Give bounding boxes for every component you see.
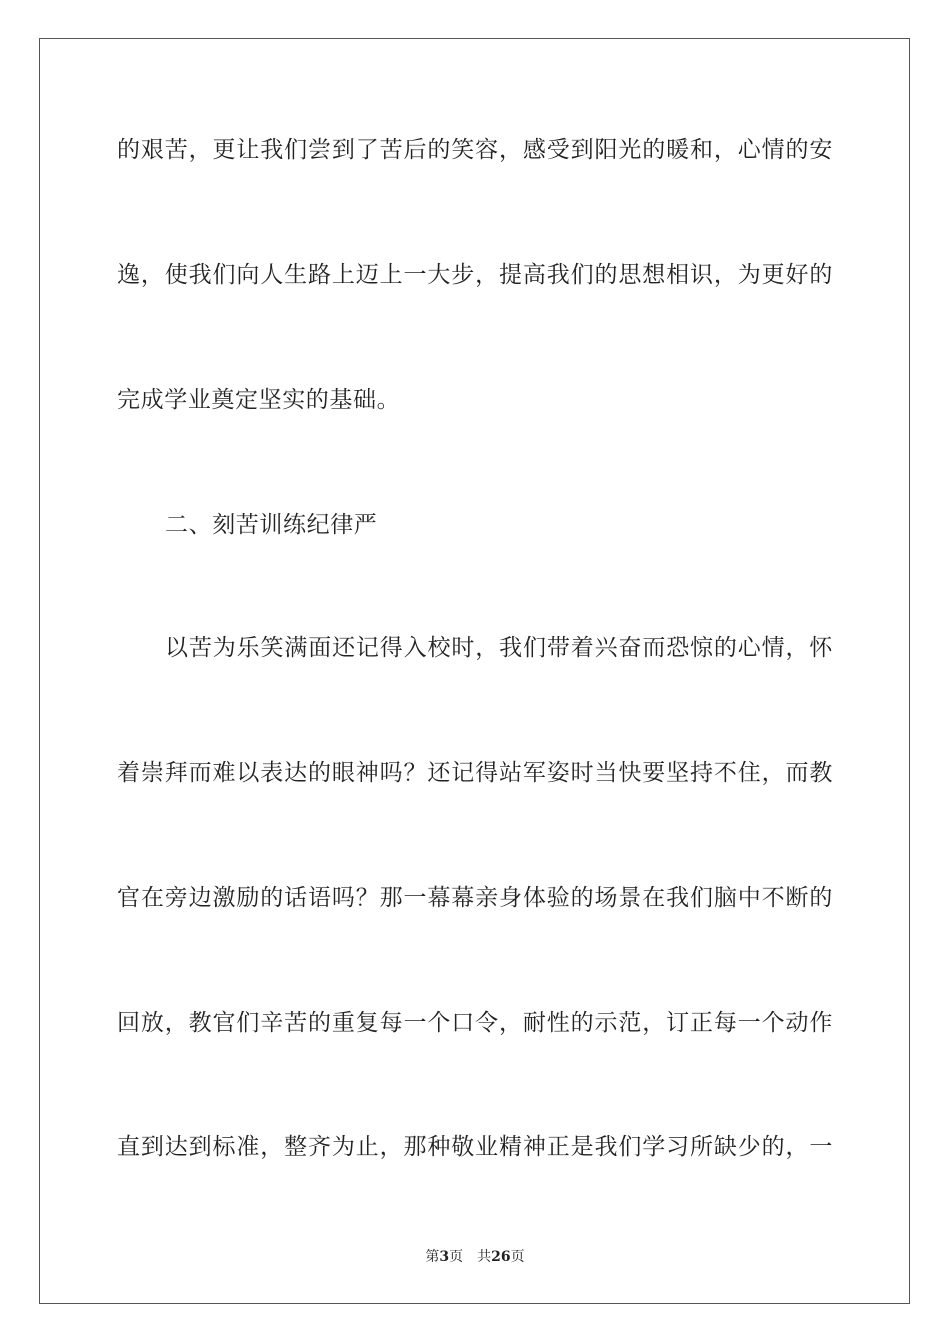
- body-line-7: 官在旁边激励的话语吗？那一幕幕亲身体验的场景在我们脑中不断的: [117, 885, 833, 911]
- body-line-5: 以苦为乐笑满面还记得入校时，我们带着兴奋而恐惊的心情，怀: [165, 635, 833, 661]
- footer-page-prefix: 第: [425, 1249, 440, 1265]
- body-line-6: 着崇拜而难以表达的眼神吗？还记得站军姿时当快要坚持不住，而教: [117, 760, 833, 786]
- footer-total-pages: 26: [491, 1249, 511, 1265]
- footer-page-number: 3: [439, 1249, 450, 1265]
- body-line-3: 完成学业奠定坚实的基础。: [117, 387, 401, 413]
- footer-page-suffix: 页: [449, 1249, 464, 1265]
- footer-total-suffix: 页: [510, 1249, 525, 1265]
- page-footer: [0, 1248, 950, 1266]
- footer-total-prefix: 共: [477, 1249, 492, 1265]
- body-line-9: 直到达到标准，整齐为止，那种敬业精神正是我们学习所缺少的，一: [117, 1134, 833, 1160]
- body-line-8: 回放，教官们辛苦的重复每一个口令，耐性的示范，订正每一个动作: [117, 1010, 833, 1036]
- body-line-2: 逸，使我们向人生路上迈上一大步，提高我们的思想相识，为更好的: [117, 262, 833, 288]
- body-line-1: 的艰苦，更让我们尝到了苦后的笑容，感受到阳光的暖和，心情的安: [117, 137, 833, 163]
- section-heading: 二、刻苦训练纪律严: [165, 512, 378, 538]
- page-border: [39, 38, 910, 1304]
